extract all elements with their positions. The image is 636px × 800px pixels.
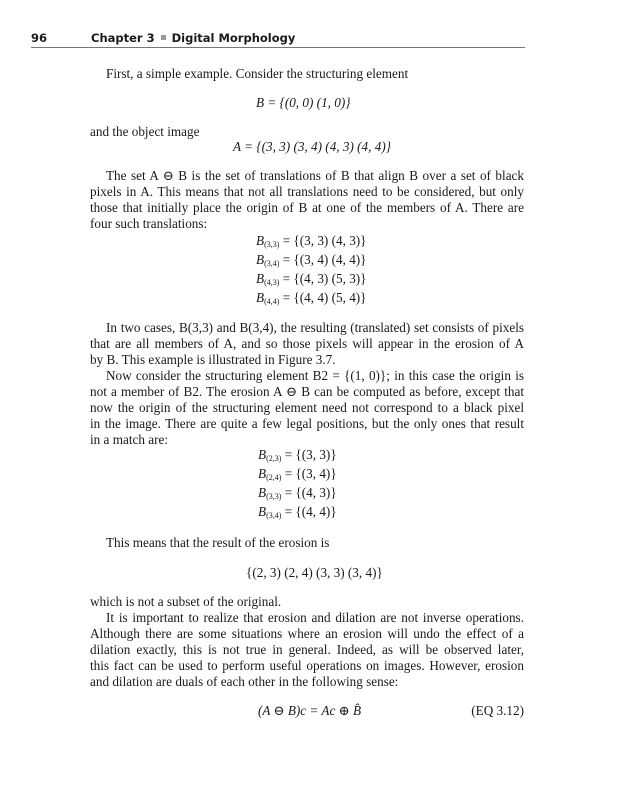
paragraph-line: that are all members of A, and so those pixels will appear in the erosion of A	[90, 336, 524, 351]
paragraph-line: this fact can be used to perform useful operations on images. However, erosion	[90, 658, 524, 673]
translation-equation: $B_{(3,4)} = \{(3$, 4) (4, 4)}	[256, 252, 367, 268]
translation-equation: $B_{(2,3)} = \{(3$, 3)}	[258, 447, 337, 463]
paragraph-line: in a match are:	[90, 432, 168, 447]
paragraph-object-image: and the object image	[90, 124, 200, 139]
paragraph-line: now the origin of the structuring element need not correspond to a black pixel	[90, 400, 524, 415]
running-header	[31, 30, 525, 48]
paragraph-line: and dilation are duals of each other in the following sense:	[90, 674, 399, 689]
paragraph-line: not a member of B2. The erosion A ⊖ B can be computed as before, except that	[90, 384, 524, 399]
translation-equation: $B_{(2,4)} = \{(3$, 4)}	[258, 466, 337, 482]
paragraph-line: Now consider the structuring element B2 = {(1, 0)}; in this case the origin is	[106, 368, 524, 383]
paragraph-line: those that initially place the origin of B at one of the members of A. There are	[90, 200, 524, 215]
paragraph-line: This means that the result of the erosion is	[106, 535, 330, 550]
translation-equation: $B_{(4,3)} = \{(4$, 3) (5, 3)}	[256, 271, 367, 287]
translation-equation: $B_{(3,3)} = \{(4$, 3)}	[258, 485, 337, 501]
paragraph-line: Although there are some situations where an erosion will undo the effect of a	[90, 626, 524, 641]
paragraph-line: by B. This example is illustrated in Figure 3.7.	[90, 352, 336, 367]
translation-equation: $B_{(4,4)} = \{(4$, 4) (5, 4)}	[256, 290, 367, 306]
paragraph-line: In two cases, B(3,3) and B(3,4), the resulting (translated) set consists of pixels	[106, 320, 524, 335]
paragraph-intro: First, a simple example. Consider the structuring element	[106, 66, 409, 81]
header-separator-icon	[161, 35, 166, 40]
translation-equation: $B_{(3,3)} = \{(3$, 3) (4, 3)}	[256, 233, 367, 249]
paragraph-line: The set A ⊖ B is the set of translations of B that align B over a set of black	[106, 168, 524, 183]
equation-label: (EQ 3.12)	[471, 703, 524, 718]
paragraph-line: It is important to realize that erosion and dilation are not inverse operations.	[106, 610, 524, 625]
paragraph-line: four such translations:	[90, 216, 208, 231]
equation-duality: (A ⊖ B)c = Ac ⊕ B̂	[258, 703, 362, 718]
paragraph-line: dilation exactly, this is not true in general. Indeed, as will be observed later,	[90, 642, 524, 657]
paragraph-line: which is not a subset of the original.	[90, 594, 282, 609]
equation-structuring-element: B = {(0, 0) (1, 0)}	[256, 95, 351, 110]
paragraph-line: in the image. There are quite a few legal positions, but the only ones that result	[90, 416, 524, 431]
equation-object-image: A = {(3, 3) (3, 4) (4, 3) (4, 4)}	[233, 139, 392, 154]
page-number: 96	[31, 31, 48, 45]
paragraph-line: pixels in A. This means that not all translations need to be considered, but only	[90, 184, 524, 199]
equation-erosion-result: {(2, 3) (2, 4) (3, 3) (3, 4)}	[246, 565, 383, 580]
chapter-heading: Chapter 3 Digital Morphology	[91, 31, 296, 45]
translation-equation: $B_{(3,4)} = \{(4$, 4)}	[258, 504, 337, 520]
